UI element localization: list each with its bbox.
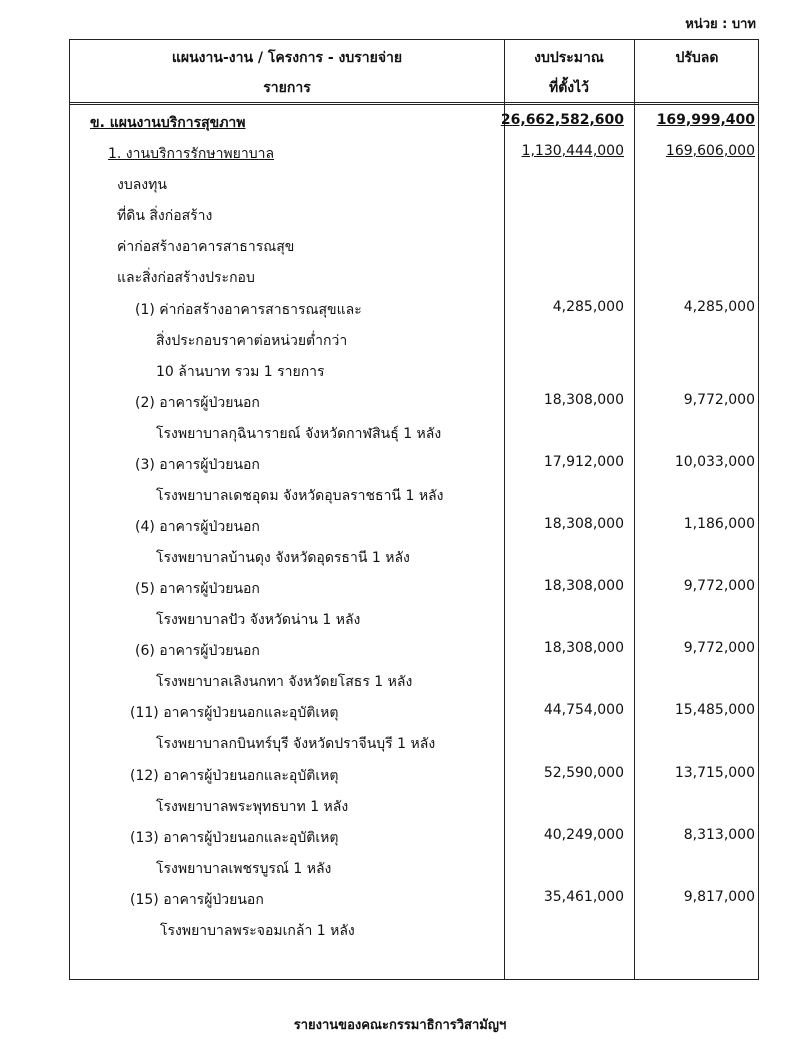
header-divider — [70, 102, 758, 105]
row-adjust: 4,285,000 — [683, 299, 755, 315]
table-row — [70, 889, 760, 919]
row-label: โรงพยาบาลบ้านดุง จังหวัดอุดรธานี 1 หลัง — [156, 550, 410, 566]
row-label: (15) อาคารผู้ป่วยนอก — [130, 892, 264, 908]
table-row — [70, 485, 760, 515]
row-adjust: 9,817,000 — [683, 889, 755, 905]
header-budget-title: งบประมาณ — [534, 50, 604, 66]
row-budget: 18,308,000 — [543, 392, 624, 408]
row-label: โรงพยาบาลเลิงนกทา จังหวัดยโสธร 1 หลัง — [156, 674, 413, 690]
budget-table — [69, 39, 759, 980]
row-budget: 35,461,000 — [543, 889, 624, 905]
row-label: โรงพยาบาลพระพุทธบาท 1 หลัง — [156, 799, 349, 815]
document-footer: รายงานของคณะกรรมาธิการวิสามัญฯ — [293, 1018, 507, 1033]
row-adjust: 15,485,000 — [674, 702, 755, 718]
row-label: โรงพยาบาลกุฉินารายณ์ จังหวัดกาฬสินธุ์ 1 หลัง — [156, 426, 442, 442]
table-row — [70, 330, 760, 360]
table-row — [70, 765, 760, 795]
table-row — [70, 299, 760, 329]
table-row — [70, 640, 760, 670]
row-budget: 26,662,582,600 — [500, 112, 624, 128]
row-label: งบลงทุน — [117, 177, 167, 193]
row-label: โรงพยาบาลปัว จังหวัดน่าน 1 หลัง — [156, 612, 361, 628]
row-label: โรงพยาบาลเพชรบูรณ์ 1 หลัง — [156, 861, 332, 877]
table-row — [70, 609, 760, 639]
row-budget: 40,249,000 — [543, 827, 624, 843]
row-label: โรงพยาบาลพระจอมเกล้า 1 หลัง — [160, 923, 355, 939]
row-label: (3) อาคารผู้ป่วยนอก — [135, 457, 260, 473]
table-row — [70, 547, 760, 577]
table-row — [70, 236, 760, 266]
row-label: (11) อาคารผู้ป่วยนอกและอุบัติเหตุ — [130, 705, 339, 721]
row-adjust: 9,772,000 — [683, 392, 755, 408]
row-label: (2) อาคารผู้ป่วยนอก — [135, 395, 260, 411]
header-adjust-title: ปรับลด — [675, 50, 719, 66]
row-adjust: 9,772,000 — [683, 578, 755, 594]
table-row — [70, 671, 760, 701]
row-adjust: 1,186,000 — [683, 516, 755, 532]
row-adjust: 169,999,400 — [656, 112, 755, 128]
table-row — [70, 827, 760, 857]
header-plan-title: แผนงาน-งาน / โครงการ - งบรายจ่าย — [171, 50, 403, 66]
row-adjust: 13,715,000 — [674, 765, 755, 781]
table-row — [70, 920, 760, 950]
row-budget: 44,754,000 — [543, 702, 624, 718]
row-label: (5) อาคารผู้ป่วยนอก — [135, 581, 260, 597]
table-row — [70, 174, 760, 204]
row-budget: 1,130,444,000 — [521, 143, 624, 159]
table-row — [70, 858, 760, 888]
row-budget: 18,308,000 — [543, 640, 624, 656]
table-row — [70, 516, 760, 546]
header-budget-subtitle: ที่ตั้งไว้ — [548, 80, 590, 96]
table-row — [70, 361, 760, 391]
table-row — [70, 392, 760, 422]
row-budget: 18,308,000 — [543, 578, 624, 594]
row-label: โรงพยาบาลกบินทร์บุรี จังหวัดปราจีนบุรี 1 หลัง — [156, 736, 436, 752]
row-budget: 18,308,000 — [543, 516, 624, 532]
table-row — [70, 702, 760, 732]
row-label: และสิ่งก่อสร้างประกอบ — [117, 270, 255, 286]
table-row — [70, 733, 760, 763]
row-label: โรงพยาบาลเดชอุดม จังหวัดอุบลราชธานี 1 หลัง — [156, 488, 444, 504]
unit-label: หน่วย : บาท — [685, 17, 756, 32]
row-label: (4) อาคารผู้ป่วยนอก — [135, 519, 260, 535]
table-row — [70, 112, 760, 142]
row-budget: 52,590,000 — [543, 765, 624, 781]
table-row — [70, 205, 760, 235]
row-label: 1. งานบริการรักษาพยาบาล — [108, 146, 275, 162]
row-budget: 4,285,000 — [552, 299, 624, 315]
row-adjust: 8,313,000 — [683, 827, 755, 843]
row-adjust: 169,606,000 — [665, 143, 755, 159]
table-row — [70, 423, 760, 453]
table-row — [70, 454, 760, 484]
table-row — [70, 796, 760, 826]
row-label: (6) อาคารผู้ป่วยนอก — [135, 643, 260, 659]
table-row — [70, 143, 760, 173]
row-label: (12) อาคารผู้ป่วยนอกและอุบัติเหตุ — [130, 768, 339, 784]
table-row — [70, 578, 760, 608]
row-label: สิ่งประกอบราคาต่อหน่วยต่ำกว่า — [156, 333, 348, 349]
row-label: (13) อาคารผู้ป่วยนอกและอุบัติเหตุ — [130, 830, 339, 846]
row-label: ค่าก่อสร้างอาคารสาธารณสุข — [117, 239, 295, 255]
row-adjust: 10,033,000 — [674, 454, 755, 470]
row-label: 10 ล้านบาท รวม 1 รายการ — [156, 364, 325, 380]
row-budget: 17,912,000 — [543, 454, 624, 470]
row-label: ข. แผนงานบริการสุขภาพ — [90, 115, 246, 131]
table-row — [70, 267, 760, 297]
row-label: ที่ดิน สิ่งก่อสร้าง — [117, 208, 213, 224]
row-adjust: 9,772,000 — [683, 640, 755, 656]
row-label: (1) ค่าก่อสร้างอาคารสาธารณสุขและ — [135, 302, 362, 318]
header-item-title: รายการ — [263, 80, 311, 96]
